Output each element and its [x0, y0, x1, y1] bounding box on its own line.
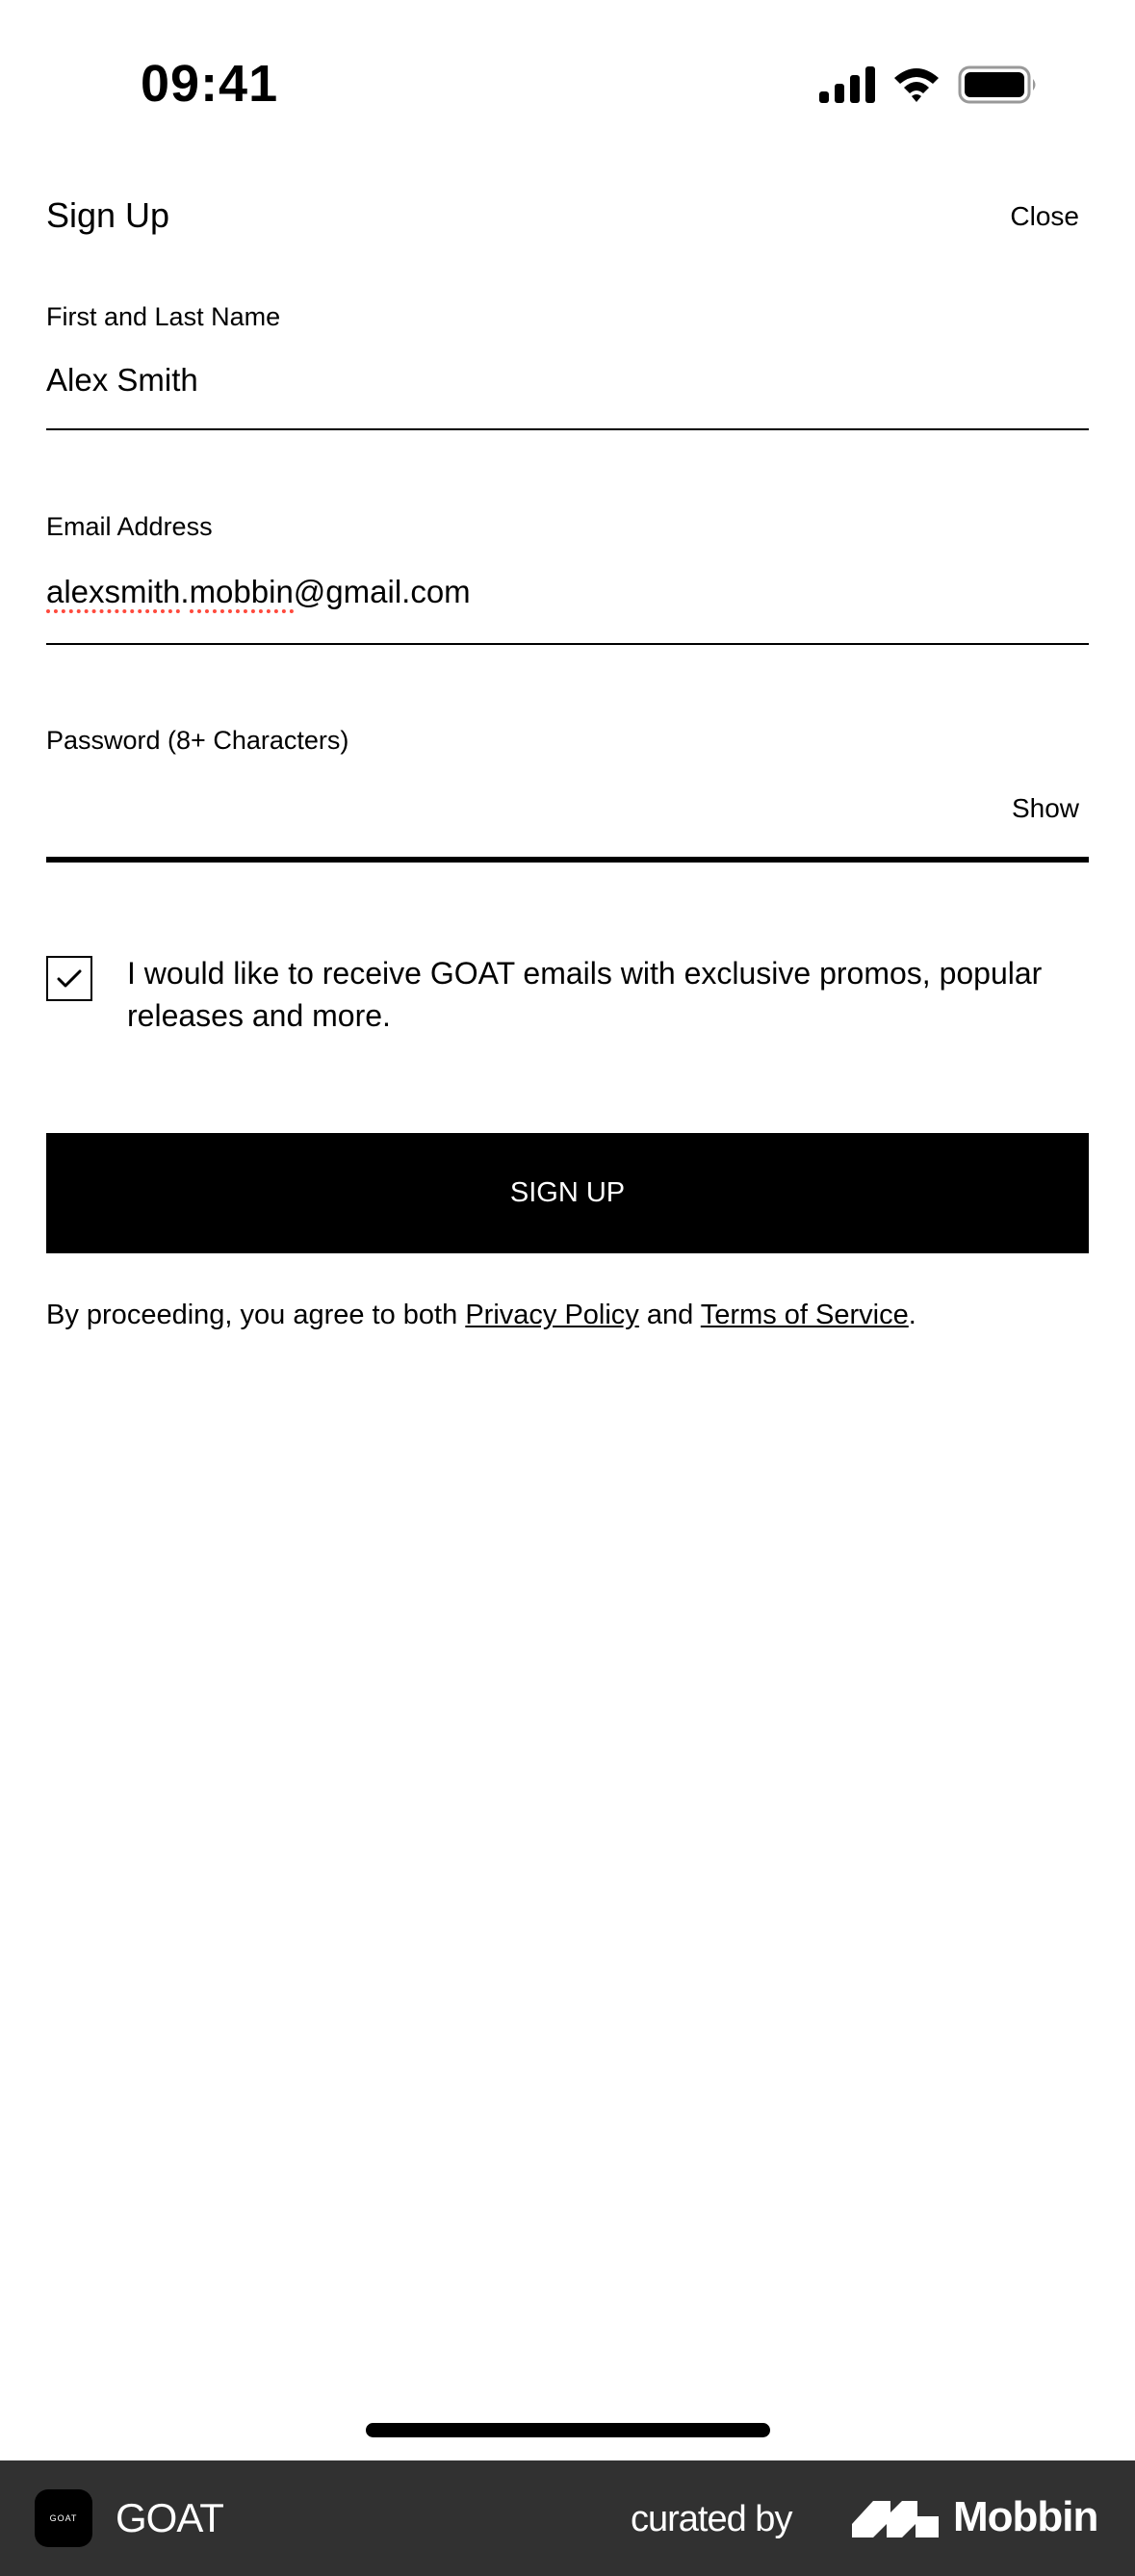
mobbin-logo-icon [852, 2497, 939, 2542]
password-input[interactable] [46, 787, 913, 836]
name-input[interactable]: Alex Smith [46, 362, 198, 398]
spellcheck-word: alexsmith [46, 574, 180, 613]
status-icons [819, 65, 1039, 109]
home-indicator [366, 2423, 770, 2437]
close-button[interactable]: Close [1010, 201, 1079, 231]
opt-in-label[interactable]: I would like to receive GOAT emails with exclusive promos, popular releases and more. [127, 956, 1043, 1033]
cellular-signal-icon [819, 66, 875, 108]
password-field-label: Password (8+ Characters) [46, 726, 349, 755]
legal-text: By proceeding, you agree to both Privacy Policy and Terms of Service. [46, 1300, 916, 1330]
privacy-policy-link[interactable]: Privacy Policy [465, 1300, 639, 1330]
app-name: GOAT [116, 2495, 223, 2540]
sign-up-button[interactable]: SIGN UP [46, 1133, 1089, 1253]
battery-icon [958, 65, 1039, 109]
password-field-underline-focused [46, 857, 1089, 863]
page-title: Sign Up [46, 195, 170, 235]
name-field-label: First and Last Name [46, 302, 281, 331]
curated-by-label: curated by [631, 2499, 792, 2539]
mobbin-brand: Mobbin [953, 2493, 1098, 2540]
email-field-underline [46, 643, 1089, 645]
show-password-button[interactable]: Show [1011, 793, 1079, 823]
opt-in-checkbox[interactable] [46, 956, 92, 1001]
status-time: 09:41 [141, 55, 279, 113]
password-field[interactable] [46, 726, 1089, 866]
email-field[interactable] [46, 512, 1089, 647]
email-input[interactable]: alexsmith.mobbin@gmail.com [46, 574, 471, 610]
email-field-label: Email Address [46, 512, 213, 541]
checkmark-icon [57, 969, 82, 989]
name-field[interactable] [46, 302, 1089, 437]
goat-app-icon: GOAT [35, 2489, 92, 2547]
mobbin-footer [0, 2460, 1135, 2576]
name-field-underline [46, 428, 1089, 430]
header [46, 188, 1089, 245]
wifi-icon [892, 66, 941, 108]
status-bar [0, 0, 1135, 173]
spellcheck-word: mobbin [190, 574, 294, 613]
terms-of-service-link[interactable]: Terms of Service [700, 1300, 909, 1330]
